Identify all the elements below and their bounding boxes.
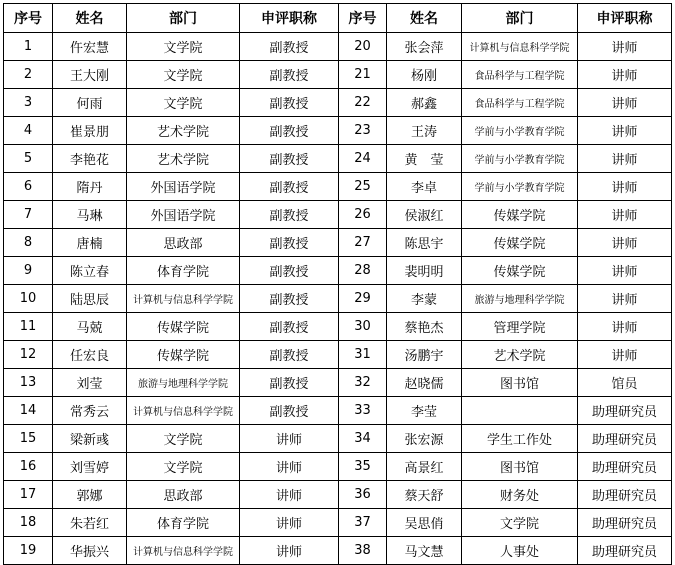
cell-title: 副教授 (240, 257, 339, 285)
cell-title: 副教授 (240, 201, 339, 229)
cell-name: 马琳 (53, 201, 127, 229)
cell-name: 任宏良 (53, 341, 127, 369)
cell-name: 陈立春 (53, 257, 127, 285)
cell-name: 杨刚 (387, 61, 462, 89)
cell-no: 33 (339, 397, 387, 425)
cell-no: 7 (4, 201, 53, 229)
cell-dept: 艺术学院 (462, 341, 578, 369)
cell-title: 副教授 (240, 369, 339, 397)
cell-title: 助理研究员 (578, 397, 672, 425)
cell-no: 10 (4, 285, 53, 313)
cell-no: 36 (339, 481, 387, 509)
cell-name: 刘莹 (53, 369, 127, 397)
cell-name: 赵晓儒 (387, 369, 462, 397)
cell-title: 讲师 (578, 173, 672, 201)
table-row (4, 201, 672, 229)
cell-no: 35 (339, 453, 387, 481)
cell-title: 副教授 (240, 89, 339, 117)
cell-title: 助理研究员 (578, 425, 672, 453)
applicant-table (3, 3, 672, 565)
cell-no: 26 (339, 201, 387, 229)
cell-no: 14 (4, 397, 53, 425)
cell-dept: 传媒学院 (127, 341, 240, 369)
cell-title: 副教授 (240, 285, 339, 313)
table-row (4, 369, 672, 397)
cell-no: 6 (4, 173, 53, 201)
cell-no: 16 (4, 453, 53, 481)
cell-title: 讲师 (578, 89, 672, 117)
cell-no: 19 (4, 537, 53, 565)
header-dept: 部门 (462, 4, 578, 33)
cell-dept: 计算机与信息科学学院 (127, 537, 240, 565)
header-name: 姓名 (53, 4, 127, 33)
cell-title: 助理研究员 (578, 453, 672, 481)
cell-no: 15 (4, 425, 53, 453)
cell-dept: 思政部 (127, 229, 240, 257)
cell-no: 20 (339, 33, 387, 61)
cell-no: 9 (4, 257, 53, 285)
cell-name: 郭娜 (53, 481, 127, 509)
cell-name: 仵宏慧 (53, 33, 127, 61)
cell-dept: 食品科学与工程学院 (462, 89, 578, 117)
cell-title: 讲师 (240, 509, 339, 537)
cell-name: 唐楠 (53, 229, 127, 257)
cell-title: 讲师 (240, 537, 339, 565)
table-row (4, 257, 672, 285)
table-row (4, 537, 672, 565)
cell-title: 副教授 (240, 145, 339, 173)
cell-no: 37 (339, 509, 387, 537)
cell-title: 讲师 (240, 425, 339, 453)
table-row (4, 145, 672, 173)
cell-dept: 学生工作处 (462, 425, 578, 453)
cell-dept (462, 397, 578, 425)
header-dept: 部门 (127, 4, 240, 33)
cell-title: 讲师 (578, 61, 672, 89)
header-name: 姓名 (387, 4, 462, 33)
cell-no: 3 (4, 89, 53, 117)
cell-name: 蔡艳杰 (387, 313, 462, 341)
header-title: 申评职称 (578, 4, 672, 33)
table-row (4, 453, 672, 481)
cell-no: 34 (339, 425, 387, 453)
cell-title: 讲师 (578, 145, 672, 173)
cell-no: 12 (4, 341, 53, 369)
cell-name: 王大刚 (53, 61, 127, 89)
cell-dept: 艺术学院 (127, 117, 240, 145)
cell-name: 侯淑红 (387, 201, 462, 229)
cell-dept: 计算机与信息科学学院 (462, 33, 578, 61)
table-row (4, 33, 672, 61)
cell-dept: 财务处 (462, 481, 578, 509)
cell-no: 25 (339, 173, 387, 201)
cell-no: 13 (4, 369, 53, 397)
cell-dept: 图书馆 (462, 369, 578, 397)
cell-no: 24 (339, 145, 387, 173)
cell-dept: 人事处 (462, 537, 578, 565)
cell-dept: 文学院 (127, 453, 240, 481)
table-row (4, 313, 672, 341)
cell-name: 裴明明 (387, 257, 462, 285)
cell-no: 11 (4, 313, 53, 341)
cell-no: 29 (339, 285, 387, 313)
cell-no: 4 (4, 117, 53, 145)
cell-name: 华振兴 (53, 537, 127, 565)
cell-title: 讲师 (578, 285, 672, 313)
cell-name: 李卓 (387, 173, 462, 201)
cell-dept: 体育学院 (127, 509, 240, 537)
cell-dept: 外国语学院 (127, 201, 240, 229)
cell-no: 27 (339, 229, 387, 257)
table-row (4, 229, 672, 257)
cell-no: 30 (339, 313, 387, 341)
cell-dept: 图书馆 (462, 453, 578, 481)
cell-dept: 学前与小学教育学院 (462, 145, 578, 173)
table-row (4, 89, 672, 117)
cell-name: 李蒙 (387, 285, 462, 313)
cell-dept: 旅游与地理科学学院 (127, 369, 240, 397)
cell-no: 23 (339, 117, 387, 145)
cell-no: 1 (4, 33, 53, 61)
cell-name: 马文慧 (387, 537, 462, 565)
cell-name: 崔景朋 (53, 117, 127, 145)
cell-name: 陈思宇 (387, 229, 462, 257)
cell-title: 讲师 (578, 313, 672, 341)
cell-name: 朱若红 (53, 509, 127, 537)
cell-dept: 体育学院 (127, 257, 240, 285)
cell-title: 助理研究员 (578, 481, 672, 509)
cell-name: 王涛 (387, 117, 462, 145)
cell-name: 常秀云 (53, 397, 127, 425)
cell-title: 讲师 (578, 341, 672, 369)
cell-dept: 文学院 (127, 425, 240, 453)
cell-name: 梁新彧 (53, 425, 127, 453)
cell-name: 李莹 (387, 397, 462, 425)
cell-dept: 外国语学院 (127, 173, 240, 201)
cell-title: 副教授 (240, 397, 339, 425)
cell-title: 讲师 (240, 481, 339, 509)
cell-name: 汤鹏宇 (387, 341, 462, 369)
table-row (4, 341, 672, 369)
cell-title: 副教授 (240, 117, 339, 145)
cell-no: 5 (4, 145, 53, 173)
cell-title: 副教授 (240, 173, 339, 201)
table-row (4, 425, 672, 453)
header-title: 申评职称 (240, 4, 339, 33)
cell-title: 讲师 (578, 229, 672, 257)
cell-no: 22 (339, 89, 387, 117)
cell-name: 吴思俏 (387, 509, 462, 537)
cell-title: 副教授 (240, 229, 339, 257)
table-header-row (4, 4, 672, 33)
cell-title: 讲师 (578, 33, 672, 61)
table-row (4, 481, 672, 509)
cell-dept: 计算机与信息科学学院 (127, 285, 240, 313)
header-no: 序号 (339, 4, 387, 33)
cell-dept: 学前与小学教育学院 (462, 117, 578, 145)
cell-title: 讲师 (578, 201, 672, 229)
cell-dept: 计算机与信息科学学院 (127, 397, 240, 425)
cell-dept: 艺术学院 (127, 145, 240, 173)
cell-dept: 学前与小学教育学院 (462, 173, 578, 201)
cell-title: 副教授 (240, 341, 339, 369)
cell-name: 隋丹 (53, 173, 127, 201)
table-row (4, 285, 672, 313)
cell-dept: 管理学院 (462, 313, 578, 341)
cell-dept: 食品科学与工程学院 (462, 61, 578, 89)
cell-dept: 思政部 (127, 481, 240, 509)
cell-no: 8 (4, 229, 53, 257)
table-row (4, 117, 672, 145)
cell-dept: 文学院 (462, 509, 578, 537)
cell-no: 2 (4, 61, 53, 89)
cell-title: 副教授 (240, 33, 339, 61)
cell-title: 副教授 (240, 313, 339, 341)
cell-name: 张宏源 (387, 425, 462, 453)
cell-dept: 文学院 (127, 89, 240, 117)
table-row (4, 173, 672, 201)
cell-no: 21 (339, 61, 387, 89)
cell-title: 讲师 (240, 453, 339, 481)
cell-dept: 传媒学院 (462, 257, 578, 285)
table-row (4, 509, 672, 537)
table-row (4, 397, 672, 425)
cell-no: 17 (4, 481, 53, 509)
cell-name: 何雨 (53, 89, 127, 117)
cell-no: 32 (339, 369, 387, 397)
cell-name: 高景红 (387, 453, 462, 481)
cell-title: 助理研究员 (578, 537, 672, 565)
cell-no: 38 (339, 537, 387, 565)
cell-name: 黄 莹 (387, 145, 462, 173)
cell-dept: 传媒学院 (462, 201, 578, 229)
cell-dept: 文学院 (127, 33, 240, 61)
cell-title: 助理研究员 (578, 509, 672, 537)
cell-name: 张会萍 (387, 33, 462, 61)
header-no: 序号 (4, 4, 53, 33)
cell-no: 31 (339, 341, 387, 369)
cell-name: 郝鑫 (387, 89, 462, 117)
cell-title: 讲师 (578, 257, 672, 285)
cell-dept: 旅游与地理科学学院 (462, 285, 578, 313)
cell-dept: 文学院 (127, 61, 240, 89)
cell-title: 副教授 (240, 61, 339, 89)
cell-no: 28 (339, 257, 387, 285)
cell-dept: 传媒学院 (127, 313, 240, 341)
cell-title: 讲师 (578, 117, 672, 145)
cell-name: 刘雪婷 (53, 453, 127, 481)
cell-no: 18 (4, 509, 53, 537)
cell-name: 李艳花 (53, 145, 127, 173)
cell-name: 马兢 (53, 313, 127, 341)
cell-name: 陆思辰 (53, 285, 127, 313)
cell-name: 蔡天舒 (387, 481, 462, 509)
cell-title: 馆员 (578, 369, 672, 397)
cell-dept: 传媒学院 (462, 229, 578, 257)
table-row (4, 61, 672, 89)
